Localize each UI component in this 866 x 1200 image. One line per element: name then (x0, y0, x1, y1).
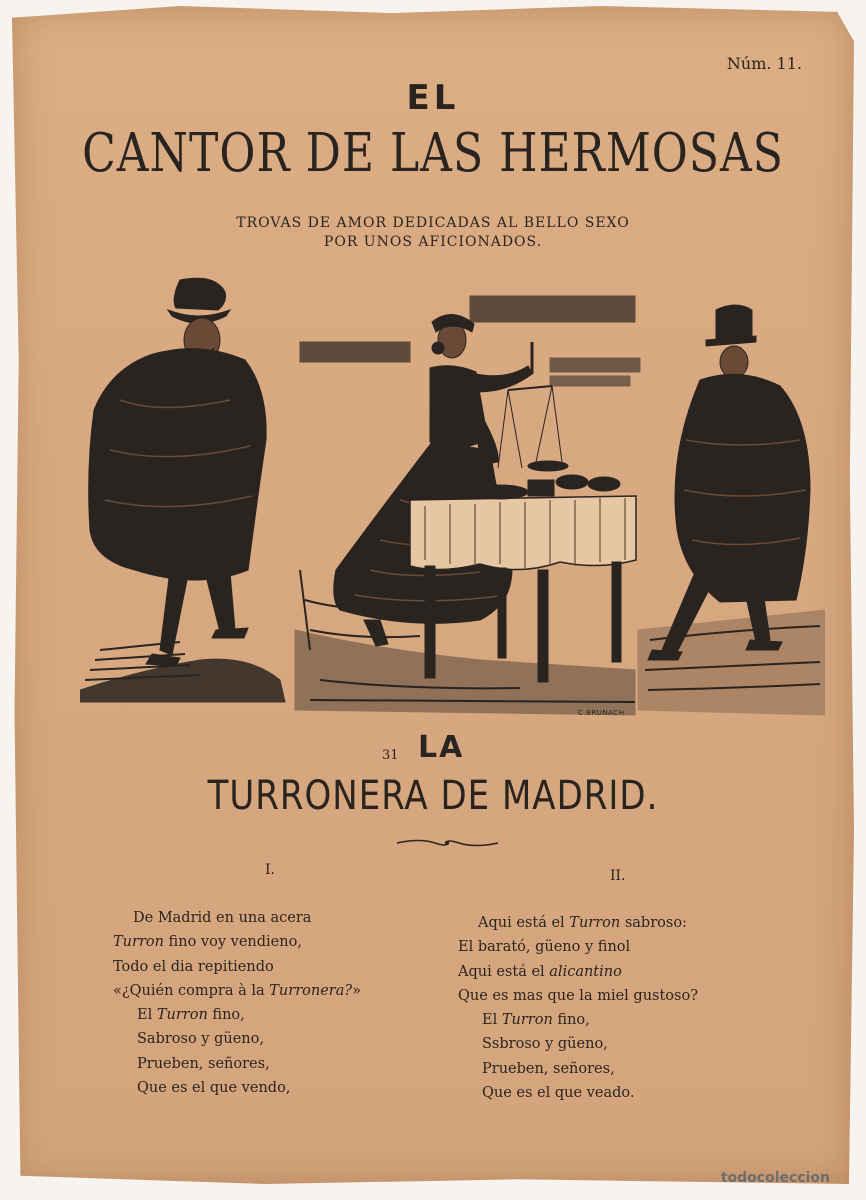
watermark-text: todocoleccion (720, 1170, 830, 1186)
verse-line (458, 984, 698, 1008)
verse-line (113, 1027, 361, 1051)
verse-text: Prueben, señores, (137, 1055, 270, 1072)
verse-text: Sabroso y güeno, (137, 1031, 264, 1048)
verse-text: «¿Quién compra à la (113, 982, 270, 999)
verse-line (113, 1076, 361, 1100)
publication-title: CANTOR DE LAS HERMOSAS (82, 122, 784, 185)
song-article: LA (418, 730, 465, 765)
verse-text: El barató, güeno y finol (458, 939, 631, 956)
verse-text: Que es el que veado. (482, 1085, 635, 1102)
verse-italic-text: Turron (156, 1007, 208, 1024)
verse-text: El (482, 1012, 502, 1029)
verse-line (113, 1052, 361, 1076)
engraver-signature: C.BRUNACH (578, 709, 625, 717)
song-title: TURRONERA DE MADRID. (207, 772, 659, 820)
right-man-figure (638, 305, 825, 715)
verse-line (113, 1003, 361, 1027)
verse-line (113, 979, 361, 1003)
verse-line (458, 1008, 698, 1032)
verse-italic-text: Turronera? (269, 982, 353, 999)
verse-line (113, 930, 361, 954)
verse-text: fino voy vendieno, (163, 934, 302, 951)
verse-line (458, 1032, 698, 1056)
verse-text: El (137, 1007, 157, 1024)
verse-text: De Madrid en una acera (133, 910, 312, 926)
issue-number: Núm. 11. (726, 54, 802, 73)
subtitle-line-1: TROVAS DE AMOR DEDICADAS AL BELLO SEXO (236, 215, 630, 231)
stanza-2-numeral: II. (610, 868, 626, 884)
verse-line (458, 960, 698, 984)
verse-italic-text: Turron (501, 1012, 553, 1029)
verse-line (458, 1081, 698, 1105)
verse-text: » (352, 982, 362, 999)
verse-text: Que es mas que la miel gustoso? (458, 987, 698, 1004)
verse-line (458, 1057, 698, 1081)
verse-line (113, 955, 361, 979)
verse-italic-text: Turron (113, 934, 164, 951)
song-number: 31 (382, 748, 399, 763)
verse-line (458, 935, 698, 959)
verse-text: Prueben, señores, (482, 1060, 615, 1077)
verse-text: Aqui está el (458, 963, 550, 980)
verse-text: sabroso: (620, 915, 687, 931)
verse-text: Que es el que vendo, (137, 1080, 291, 1097)
stanza-1-numeral: I. (265, 862, 275, 878)
verse-italic-text: alicantino (549, 963, 622, 980)
stanza-1 (113, 906, 361, 1100)
left-man-figure (80, 278, 285, 702)
verse-text: Ssbroso y güeno, (482, 1036, 608, 1053)
verse-text: Aqui está el (478, 915, 570, 931)
verse-italic-text: Turron (569, 915, 621, 931)
title-article: EL (406, 78, 460, 118)
publication-subtitle (0, 214, 866, 252)
subtitle-line-2: POR UNOS AFICIONADOS. (323, 234, 543, 250)
stanza-2 (458, 911, 698, 1105)
verse-line (458, 911, 698, 935)
ornament-divider-icon (395, 836, 500, 850)
verse-text: Todo el dia repitiendo (113, 958, 274, 975)
verse-text: fino, (207, 1007, 245, 1024)
verse-line (113, 906, 361, 930)
woodcut-illustration (80, 270, 825, 730)
verse-text: fino, (552, 1012, 590, 1029)
